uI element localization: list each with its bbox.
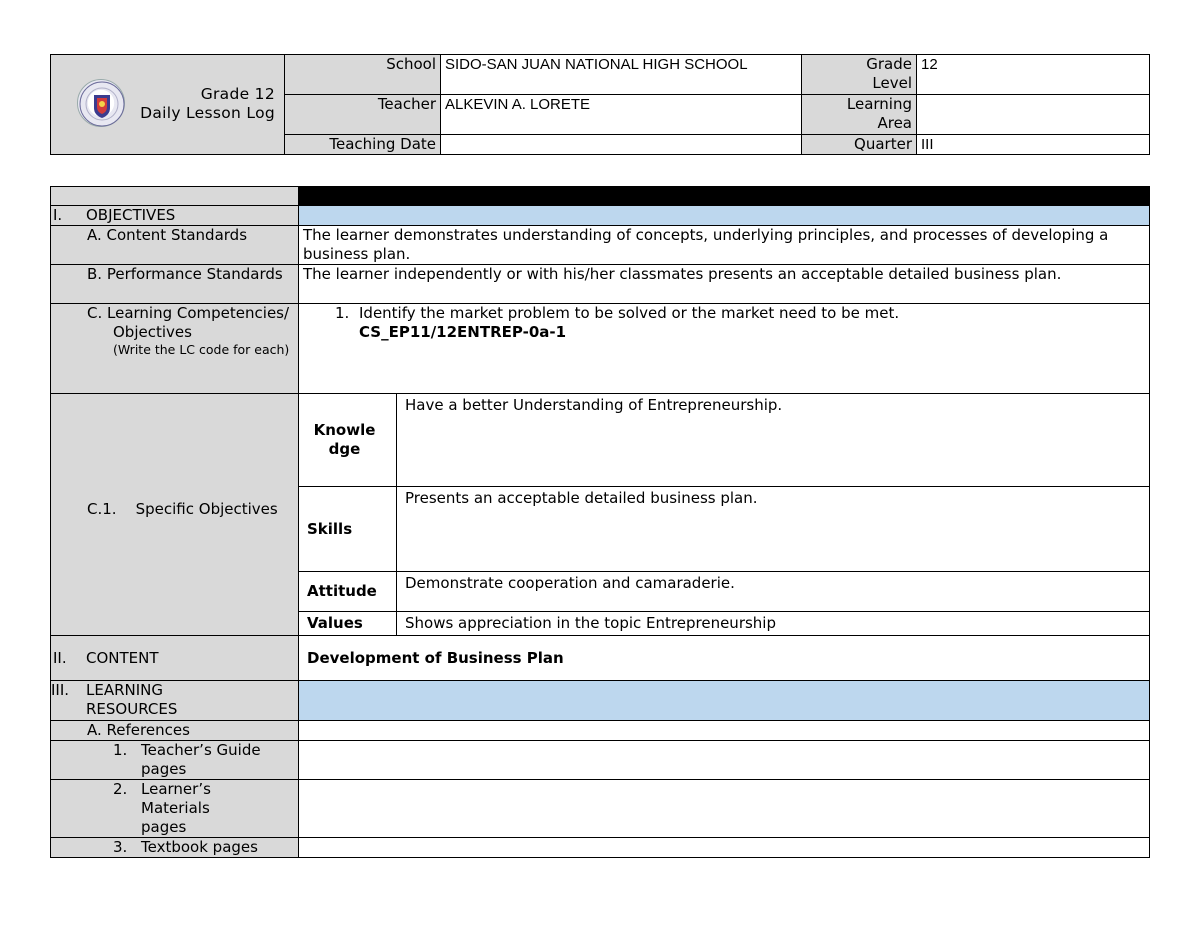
learning-area-label [802,95,917,135]
school-value: SIDO-SAN JUAN NATIONAL HIGH SCHOOL [441,55,802,95]
resource-text-1: Teacher’s Guide pages [141,741,261,778]
objectives-heading-text: OBJECTIVES [86,206,176,224]
grade-level-value: 12 [917,55,1150,95]
specific-value-knowledge: Have a better Understanding of Entrepreneurship. [397,394,1150,487]
learning-area-value [917,95,1150,135]
resource-num-3: 3. [113,838,128,856]
resource-learners-materials-row [51,780,1150,838]
competency-code: CS_EP11/12ENTREP-0a-1 [359,323,567,341]
resources-heading [51,681,299,721]
grade-level-label-line1: Grade [866,55,912,73]
specific-value-values: Shows appreciation in the topic Entrepreneurship [397,612,1150,636]
objectives-heading-num: I. [53,206,63,224]
resources-heading-row [51,681,1150,721]
content-heading-num: II. [53,648,67,667]
resource-text-3: Textbook pages [141,838,258,856]
daily-lesson-log-title [115,85,275,123]
performance-standards-value: The learner independently or with his/her classmates presents an acceptable detailed business plan. [299,265,1150,304]
competencies-row [51,304,1150,394]
grade-level-label-line2: Level [872,74,912,92]
resource-num-1: 1. [113,741,128,759]
competencies-value [299,304,1150,394]
resource-teachers-guide-row [51,741,1150,780]
competencies-note: (Write the LC code for each) [113,342,290,357]
specific-domain-knowledge: Knowledge [299,394,397,487]
references-row [51,721,1150,741]
content-heading-text: CONTENT [86,648,159,667]
objectives-heading-row [51,206,1150,226]
log-title-line2: Daily Lesson Log [140,104,275,122]
performance-standards-label: B. Performance Standards [51,265,299,304]
quarter-label: Quarter [802,135,917,155]
resource-num-2: 2. [113,780,128,798]
objectives-heading [51,206,299,226]
specific-domain-values: Values [299,612,397,636]
specific-domain-attitude: Attitude [299,572,397,612]
learning-area-label-line1: Learning [846,95,912,113]
teacher-label: Teacher [285,95,441,135]
learning-area-label-line2: Area [877,114,912,132]
content-heading [51,636,299,681]
specific-knowledge-row [51,394,1150,487]
specific-objectives-label: C.1. Specific Objectives [51,394,299,636]
content-value: Development of Business Plan [299,636,1150,681]
resource-textbook-row [51,838,1150,858]
resource-label-learners-materials [51,780,299,838]
resource-label-textbook [51,838,299,858]
resource-text-2: Learner’s Materials pages [141,780,211,836]
references-label: A. References [51,721,299,741]
competency-item-num: 1. [335,304,350,322]
competencies-label: C. Learning Competencies/Objectives [87,304,290,341]
specific-value-attitude: Demonstrate cooperation and camaraderie. [397,572,1150,612]
resource-label-teachers-guide [51,741,299,780]
resource-value-learners-materials [299,780,1150,838]
content-standards-value: The learner demonstrates understanding of concepts, underlying principles, and processes of developing a business plan. [299,226,1150,265]
quarter-value: III [917,135,1150,155]
specific-value-skills: Presents an acceptable detailed business plan. [397,487,1150,572]
grade-level-label [802,55,917,95]
competency-item: Identify the market problem to be solved or the market need to be met. [359,304,900,322]
logo-cell [51,55,285,155]
resource-value-textbook [299,838,1150,858]
teacher-value: ALKEVIN A. LORETE [441,95,802,135]
specific-domain-skills: Skills [299,487,397,572]
log-title-line1: Grade 12 [200,85,275,103]
content-standards-row [51,226,1150,265]
teaching-date-label: Teaching Date [285,135,441,155]
teaching-date-value [441,135,802,155]
table-top-row [51,187,1150,206]
lesson-log-table [50,186,1150,858]
school-label: School [285,55,441,95]
content-standards-label: A. Content Standards [51,226,299,265]
content-row [51,636,1150,681]
resources-heading-num: III. [51,681,70,699]
resource-value-teachers-guide [299,741,1150,780]
header-table [50,54,1150,155]
resources-heading-text: LEARNING RESOURCES [86,681,178,718]
competencies-label-cell [51,304,299,394]
performance-standards-row [51,265,1150,304]
